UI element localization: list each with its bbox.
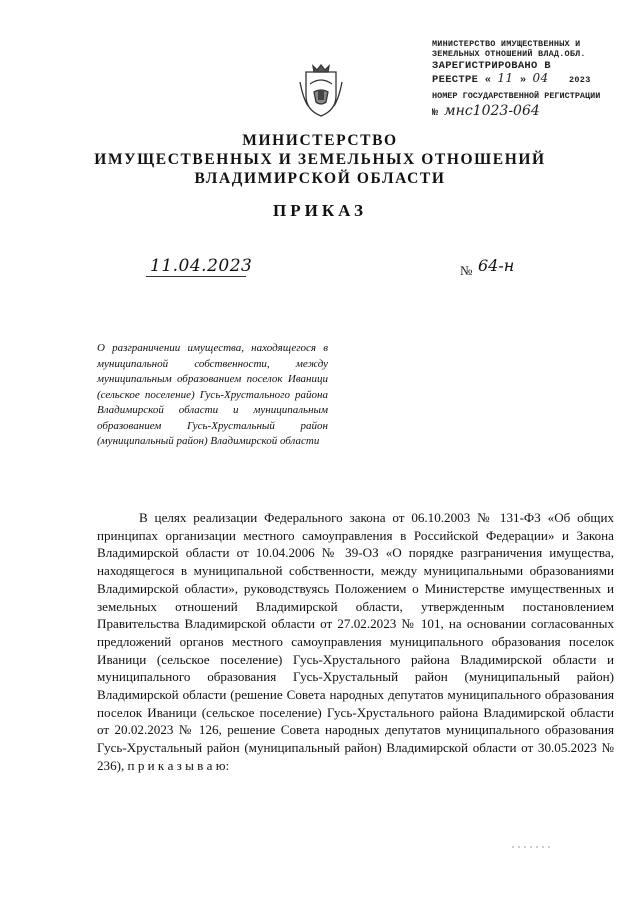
order-subject: О разграничении имущества, находящегося в муниципальной собственности, между муниципальным образованием поселок Иваници (сельское поселение) Гусь-Хрустального района Владимирской области и муниципальным образованием Гусь-Хрустальный район (муниципальный район) Владимирской области	[97, 342, 328, 447]
scan-artifact	[510, 844, 552, 850]
ministry-name-line-2: ИМУЩЕСТВЕННЫХ И ЗЕМЕЛЬНЫХ ОТНОШЕНИЙ	[94, 151, 546, 168]
stamp-line-1: МИНИСТЕРСТВО ИМУЩЕСТВЕННЫХ И	[432, 39, 581, 49]
stamp-line-2: ЗЕМЕЛЬНЫХ ОТНОШЕНИЙ ВЛАД.ОБЛ.	[432, 48, 586, 59]
stamp-registration-number: мнс1023-064	[444, 103, 540, 120]
order-title: ПРИКАЗ	[273, 201, 367, 220]
order-number: 64-н	[478, 256, 515, 275]
registration-stamp	[432, 40, 632, 120]
stamp-day: 11	[497, 70, 514, 85]
order-number-label: №	[460, 263, 473, 278]
stamp-month: 04	[532, 70, 549, 85]
stamp-number-sign: №	[432, 108, 439, 120]
stamp-year: 2023	[569, 74, 591, 85]
coat-of-arms-icon	[296, 62, 346, 120]
stamp-quote: »	[519, 73, 527, 86]
order-body: В целях реализации Федерального закона от 06.10.2003 № 131-ФЗ «Об общих принципах организации местного самоуправления в Российской Федерации» и Закона Владимирской области от 10.04.2006 № 39-ОЗ «О порядке разграничения имущества, находящегося в муниципальной собственности, между муниципальными образованиями Владимирской области», руководствуясь Положением о Министерстве имущественных и земельных отношений Владимирской области, утвержденным постановлением Правительства Владимирской области от 27.02.2023 № 101, на основании согласованных предложений органов местного самоуправления муниципального образования поселок Иваници (сельское поселение) Гусь-Хрустального района Владимирской области и муниципального образования Гусь-Хрустальный район (муниципальный район) Владимирской области (решение Совета народных депутатов муниципального образования поселок Иваници (сельское поселение) Гусь-Хрустального района Владимирской области от 20.02.2023 № 126, решение Совета народных депутатов муниципального образования Гусь-Хрустальный район (муниципальный район) Владимирской области от 30.05.2023 № 236), п р и к а з ы в а ю:	[97, 510, 614, 773]
stamp-line-6	[432, 103, 632, 120]
stamp-line-3: ЗАРЕГИСТРИРОВАНО В	[432, 59, 551, 72]
stamp-registry-label: РЕЕСТРЕ «	[432, 73, 492, 86]
ministry-name	[0, 131, 640, 188]
order-date: 11.04.2023	[150, 256, 253, 276]
date-underline	[146, 276, 246, 277]
stamp-line-4	[432, 72, 632, 86]
ministry-name-line-3: ВЛАДИМИРСКОЙ ОБЛАСТИ	[194, 170, 446, 187]
ministry-name-line-1: МИНИСТЕРСТВО	[242, 132, 398, 149]
stamp-line-5: НОМЕР ГОСУДАРСТВЕННОЙ РЕГИСТРАЦИИ	[432, 90, 601, 101]
